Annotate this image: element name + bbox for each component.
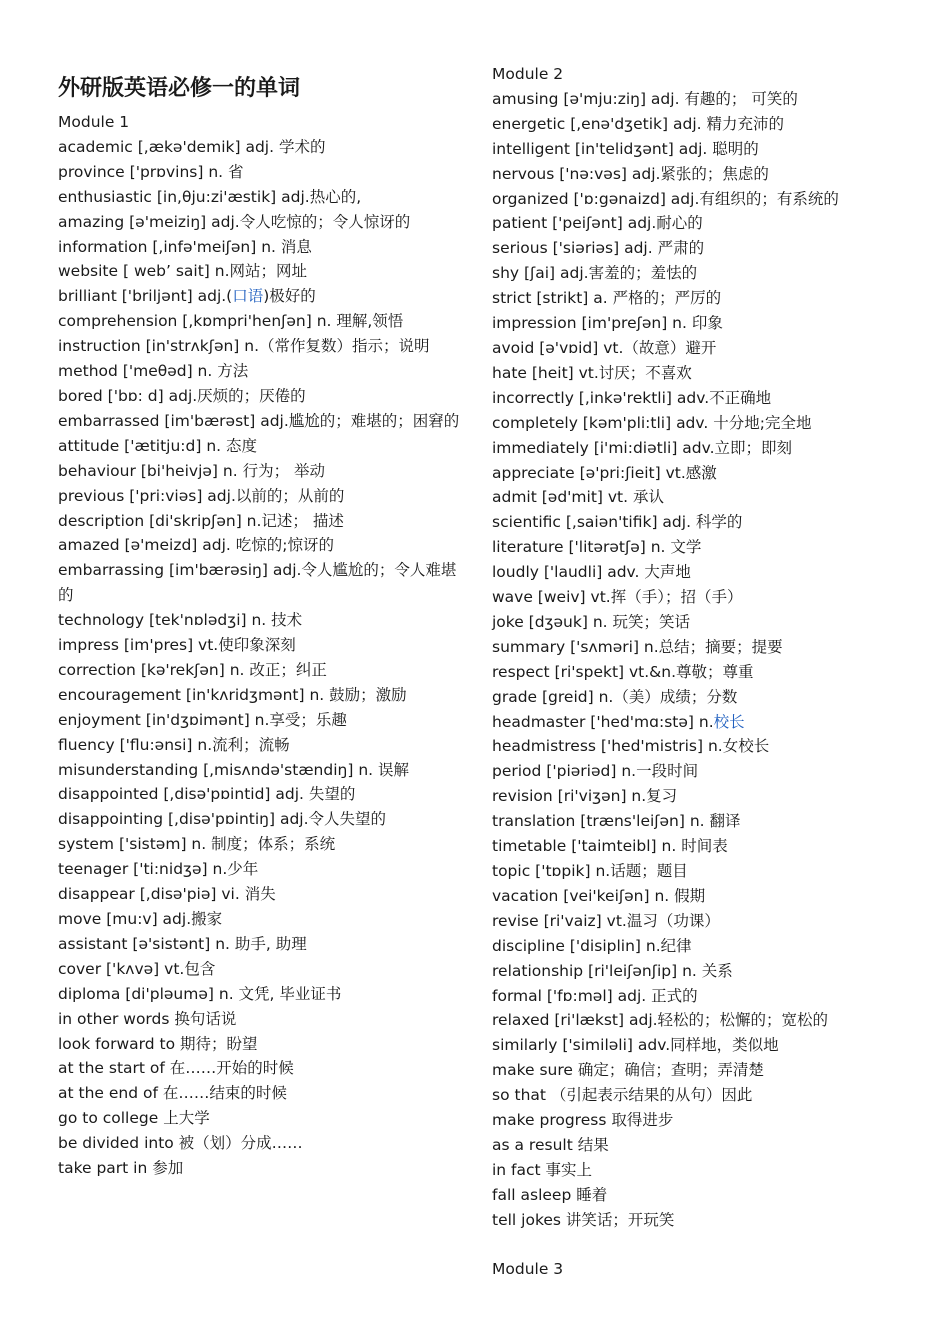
list-item: go to college 上大学 [58,1109,210,1128]
list-item: impression [im'preʃən] n. 印象 [492,314,723,333]
list-item: amazed [ə'meizd] adj. 吃惊的;惊讶的 [58,536,334,555]
list-item: bored ['bɒ: d] adj.厌烦的；厌倦的 [58,386,306,405]
list-item: admit [əd'mit] vt. 承认 [492,488,664,507]
list-item: cover ['kʌvə] vt.包含 [58,959,216,978]
list-item: completely [kəm'pli:tli] adv. 十分地;完全地 [492,413,812,432]
list-item: province ['prɒvins] n. 省 [58,162,244,181]
list-item: formal ['fɒ:məl] adj. 正式的 [492,986,698,1005]
list-item: vacation [vei'keiʃən] n. 假期 [492,886,706,905]
list-item: correction [kə'rekʃən] n. 改正；纠正 [58,660,327,679]
list-item: information [,infə'meiʃən] n. 消息 [58,237,312,256]
list-item: tell jokes 讲笑话；开玩笑 [492,1210,675,1229]
list-item: hate [heit] vt.讨厌；不喜欢 [492,363,692,382]
list-item: brilliant ['briljənt] adj.(口语)极好的 [58,287,316,306]
list-item: attitude ['ætitju:d] n. 态度 [58,436,257,455]
list-item: serious ['siəriəs] adj. 严肃的 [492,239,705,258]
module-heading: Module 2 [492,65,564,83]
left-column [58,72,463,1181]
list-item: intelligent [in'telidʒənt] adj. 聪明的 [492,139,759,158]
list-item: description [di'skripʃən] n.记述； 描述 [58,511,344,530]
list-item: so that （引起表示结果的从句）因此 [492,1086,753,1105]
list-item: wave [weiv] vt.挥（手）；招（手） [492,588,743,607]
list-item: as a result 结果 [492,1135,609,1154]
kouyu-link[interactable]: 口语 [232,287,264,306]
list-item: make progress 取得进步 [492,1111,674,1130]
list-item: method ['meθəd] n. 方法 [58,362,249,381]
list-item: at the end of 在……结束的时候 [58,1084,287,1103]
list-item: disappear [,disə'piə] vi. 消失 [58,885,276,904]
list-item: strict [strikt] a. 严格的；严厉的 [492,289,722,308]
module1-word-list [58,135,463,284]
list-item: in other words 换句话说 [58,1009,237,1028]
page-title: 外研版英语必修一的单词 [58,76,301,101]
list-item: impress [im'pres] vt.使印象深刻 [58,636,296,655]
list-item: misunderstanding [,misʌndə'stændiŋ] n. 误解 [58,760,409,779]
right-column [492,62,892,1282]
module2-word-list-continued [492,734,892,1232]
list-item: look forward to 期待；盼望 [58,1034,258,1053]
list-item: encouragement [in'kʌridʒmənt] n. 鼓励；激励 [58,685,407,704]
list-item: shy [ʃai] adj.害羞的；羞怯的 [492,264,698,283]
spacer [492,1233,892,1258]
list-item: take part in 参加 [58,1159,184,1178]
list-item: immediately [i'mi:diətli] adv.立即；即刻 [492,438,793,457]
list-item: timetable ['taimteibl] n. 时间表 [492,837,728,856]
list-item: make sure 确定；确信；查明；弄清楚 [492,1061,764,1080]
list-item: embarrassing [im'bærəsiŋ] adj.令人尴尬的；令人难堪的 [58,561,457,605]
list-item: behaviour [bi'heivjə] n. 行为； 举动 [58,461,325,480]
list-item: in fact 事实上 [492,1160,593,1179]
list-item: disappointed [,disə'pɒintid] adj. 失望的 [58,785,356,804]
module2-word-list [492,87,892,710]
list-item: at the start of 在……开始的时候 [58,1059,294,1078]
list-item: relaxed [ri'lækst] adj.轻松的；松懈的；宽松的 [492,1011,829,1030]
list-item: joke [dʒəuk] n. 玩笑；笑话 [492,612,691,631]
list-item: similarly ['similəli] adv.同样地，类似地 [492,1036,779,1055]
list-item: respect [ri'spekt] vt.&n.尊敬；尊重 [492,662,754,681]
list-item: avoid [ə'vɒid] vt.（故意）避开 [492,338,717,357]
list-item: amazing [ə'meiziŋ] adj.令人吃惊的；令人惊讶的 [58,212,411,231]
list-item: fall asleep 睡着 [492,1185,608,1204]
list-item: discipline ['disiplin] n.纪律 [492,936,692,955]
list-item: be divided into 被（划）分成…… [58,1134,303,1153]
list-item: diploma [di'pləumə] n. 文凭, 毕业证书 [58,984,342,1003]
list-item: teenager ['ti:nidʒə] n.少年 [58,860,259,879]
list-item: previous ['pri:viəs] adj.以前的；从前的 [58,486,345,505]
list-item: energetic [,enə'dʒetik] adj. 精力充沛的 [492,114,784,133]
list-item: period ['piəriəd] n.一段时间 [492,762,699,781]
list-item: enthusiastic [in,θju:zi'æstik] adj.热心的, [58,187,362,206]
list-item: academic [,ækə'demik] adj. 学术的 [58,137,326,156]
list-item: technology [tek'nɒlədʒi] n. 技术 [58,611,303,630]
module1-word-list-continued [58,309,463,1181]
list-item: organized ['ɒ:gənaizd] adj.有组织的；有系统的 [492,189,839,208]
list-item: enjoyment [in'dʒɒimənt] n.享受；乐趣 [58,710,347,729]
list-item: website [ web’ sait] n.网站；网址 [58,262,308,281]
list-item: loudly ['laudli] adv. 大声地 [492,563,691,582]
list-item: amusing [ə'mju:ziŋ] adj. 有趣的； 可笑的 [492,89,798,108]
list-item: topic ['tɒpik] n.话题；题目 [492,862,688,880]
list-item: patient ['peiʃənt] adj.耐心的 [492,214,703,233]
list-item: disappointing [,disə'pɒintiŋ] adj.令人失望的 [58,810,387,829]
list-item: system ['sistəm] n. 制度；体系；系统 [58,835,336,854]
list-item: incorrectly [,inkə'rektli] adv.不正确地 [492,388,772,407]
list-item: embarrassed [im'bærəst] adj.尴尬的；难堪的；困窘的 [58,411,460,430]
list-item: grade [greid] n.（美）成绩；分数 [492,687,738,706]
list-item: scientific [,saiən'tifik] adj. 科学的 [492,513,743,532]
list-item: nervous ['nə:vəs] adj.紧张的；焦虑的 [492,164,769,183]
list-item: relationship [ri'leiʃənʃip] n. 关系 [492,961,733,980]
xiaozhang-link[interactable]: 校长 [713,712,745,731]
list-item: headmistress ['hed'mistris] n.女校长 [492,737,770,756]
list-item: fluency ['flu:ənsi] n.流利；流畅 [58,735,290,754]
list-item: assistant [ə'sistənt] n. 助手, 助理 [58,934,307,953]
list-item: instruction [in'strʌkʃən] n.（常作复数）指示；说明 [58,337,430,356]
list-item: headmaster ['hed'mɑ:stə] n.校长 [492,712,745,731]
module-heading: Module 3 [492,1260,564,1279]
module-heading: Module 1 [58,113,130,131]
list-item: summary ['sʌməri] n.总结；摘要；提要 [492,637,783,656]
list-item: comprehension [,kɒmpri'henʃən] n. 理解,领悟 [58,312,404,331]
list-item: appreciate [ə'pri:ʃieit] vt.感激 [492,463,717,482]
list-item: translation [træns'leiʃən] n. 翻译 [492,812,741,831]
list-item: literature ['litərətʃə] n. 文学 [492,538,702,557]
list-item: revise [ri'vaiz] vt.温习（功课） [492,911,720,930]
list-item: move [mu:v] adj.搬家 [58,910,223,928]
list-item: revision [ri'viʒən] n.复习 [492,787,678,806]
